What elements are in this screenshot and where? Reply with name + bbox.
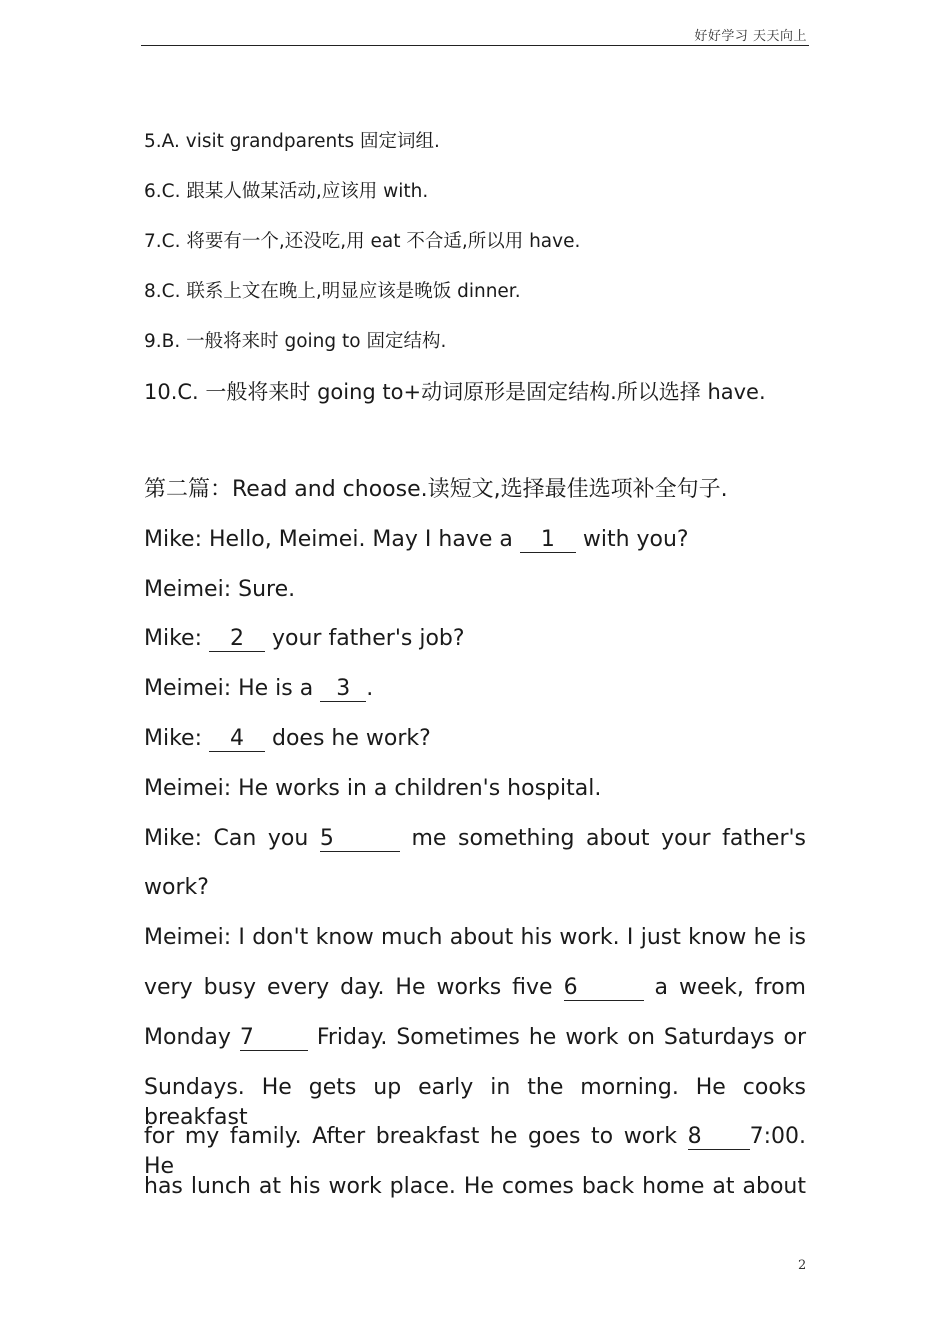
blank-3: 3 xyxy=(320,677,366,702)
dialog-line-14: has lunch at his work place. He comes back home at about xyxy=(144,1174,806,1200)
blank-8: 8 xyxy=(688,1125,750,1150)
dialog-line-4: Meimei: He is a 3 . xyxy=(144,676,374,702)
dialog-line-2: Meimei: Sure. xyxy=(144,576,296,602)
dialog-line-1: Mike: Hello, Meimei. May I have a 1 with you? xyxy=(144,526,689,552)
answer-5: 5.A. visit grandparents 固定词组. xyxy=(144,131,440,152)
dialog-line-5: Mike: 4 does he work? xyxy=(144,725,431,751)
dialog-line-9: Meimei: I don't know much about his work. I just know he is xyxy=(144,925,806,951)
answer-9: 9.B. 一般将来时 going to 固定结构. xyxy=(144,331,447,352)
answer-6: 6.C. 跟某人做某活动,应该用 with. xyxy=(144,181,429,202)
dialog-line-11: Monday 7 Friday. Sometimes he work on Saturdays or xyxy=(144,1024,806,1050)
answer-10: 10.C. 一般将来时 going to+动词原形是固定结构.所以选择 have. xyxy=(144,380,766,404)
blank-4: 4 xyxy=(209,727,265,752)
reading-section xyxy=(144,475,806,1222)
blank-1: 1 xyxy=(520,528,576,553)
answer-7: 7.C. 将要有一个,还没吃,用 eat 不合适,所以用 have. xyxy=(144,231,581,252)
blank-7: 7 xyxy=(240,1026,308,1051)
dialog-line-10: very busy every day. He works five 6 a week, from xyxy=(144,974,806,1000)
dialog-line-12: Sundays. He gets up early in the morning. He cooks breakfast xyxy=(144,1074,806,1130)
section-title: 第二篇：Read and choose.读短文,选择最佳选项补全句子. xyxy=(144,477,728,502)
dialog-line-6: Meimei: He works in a children's hospital. xyxy=(144,775,602,801)
dialog-line-8: work? xyxy=(144,875,209,901)
header-rule xyxy=(141,45,809,46)
answer-explanations xyxy=(144,129,809,429)
dialog-line-3: Mike: 2 your father's job? xyxy=(144,626,465,652)
dialog-line-13: for my family. After breakfast he goes to work 8 7:00. He xyxy=(144,1124,806,1180)
blank-5: 5 xyxy=(320,827,400,852)
header-motto: 好好学习 天天向上 xyxy=(694,29,807,44)
dialog-line-7: Mike: Can you 5 me something about your father's xyxy=(144,825,807,851)
blank-2: 2 xyxy=(209,627,265,652)
answer-8: 8.C. 联系上文在晚上,明显应该是晚饭 dinner. xyxy=(144,281,521,302)
page-number: 2 xyxy=(798,1258,807,1273)
blank-6: 6 xyxy=(564,976,644,1001)
